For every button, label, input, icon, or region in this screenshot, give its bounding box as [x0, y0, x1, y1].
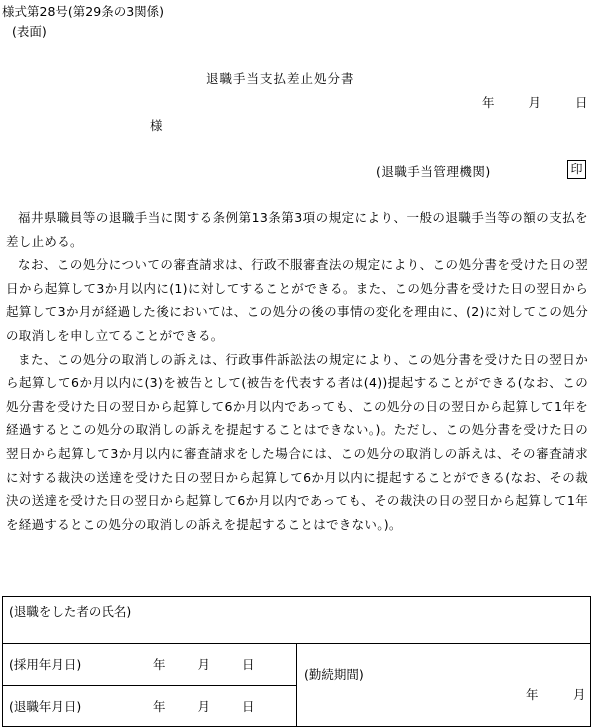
document-body	[6, 206, 588, 536]
retire-date-label: (退職年月日)	[9, 699, 82, 714]
retire-day-label: 日	[242, 699, 255, 714]
date-rows	[3, 643, 297, 726]
issue-date	[482, 93, 588, 111]
side-label: (表面)	[12, 24, 47, 39]
issuer-label: (退職手当管理機関)	[376, 164, 491, 179]
retire-year-label: 年	[153, 699, 166, 714]
date-month-label: 月	[528, 95, 542, 110]
body-paragraph: また、この処分の取消しの訴えは、行政事件訴訟法の規定により、この処分書を受けた日の翌日から起算して6か月以内に(3)を被告として(被告を代表する者は(4))提起することができる(なお、この処分書を受けた日の翌日から起算して6か月以内であっても、この処分の日の翌日から起算して1年を経過するとこの処分の取消しの訴えを提起することはできない。)。ただし、この処分書を受けた日の翌日から起算して3か月以内に審査請求をした場合には、この処分の取消しの訴えは、その審査請求に対する裁決の送達を受けた日の翌日から起算して6か月以内に提起することができる(なお、その裁決の送達を受けた日の翌日から起算して6か月以内であっても、その裁決の日の翌日から起算して1年を経過するとこの処分の取消しの訴えを提起することはできない。)。	[6, 351, 588, 532]
document-title: 退職手当支払差止処分書	[206, 71, 355, 86]
body-paragraph: なお、この処分についての審査請求は、行政不服審査法の規定により、この処分書を受けた日の翌日から起算して3か月以内に(1)に対してすることができる。また、この処分書を受けた日の翌日から起算して3か月が経過した後においては、この処分の後の事情の変化を理由に、(2)に対してこの処分の取消しを申し立てることができる。	[6, 257, 588, 343]
retire-date-value	[153, 697, 255, 715]
service-period-label: (勤続期間)	[304, 667, 364, 682]
retiree-info-table	[2, 596, 591, 727]
body-paragraph: 福井県職員等の退職手当に関する条例第13条第3項の規定により、一般の退職手当等の額の支払を差し止める。	[6, 210, 588, 249]
service-year-label: 年	[526, 687, 539, 702]
form-number: 様式第28号(第29条の3関係)	[2, 4, 165, 19]
date-day-label: 日	[575, 95, 588, 110]
addressee-suffix: 様	[150, 118, 163, 133]
hire-day-label: 日	[242, 657, 255, 672]
hire-month-label: 月	[197, 657, 211, 672]
date-year-label: 年	[482, 95, 495, 110]
retiree-name-label: (退職をした者の氏名)	[9, 604, 132, 619]
hire-date-label: (採用年月日)	[9, 657, 82, 672]
hire-year-label: 年	[153, 657, 166, 672]
service-period-cell	[296, 643, 590, 726]
retire-date-row	[3, 685, 296, 726]
service-month-label: 月	[573, 687, 586, 702]
retire-month-label: 月	[197, 699, 211, 714]
hire-date-value	[153, 655, 255, 673]
name-row	[3, 597, 590, 644]
seal-box: 印	[567, 160, 586, 179]
hire-date-row	[3, 643, 296, 686]
